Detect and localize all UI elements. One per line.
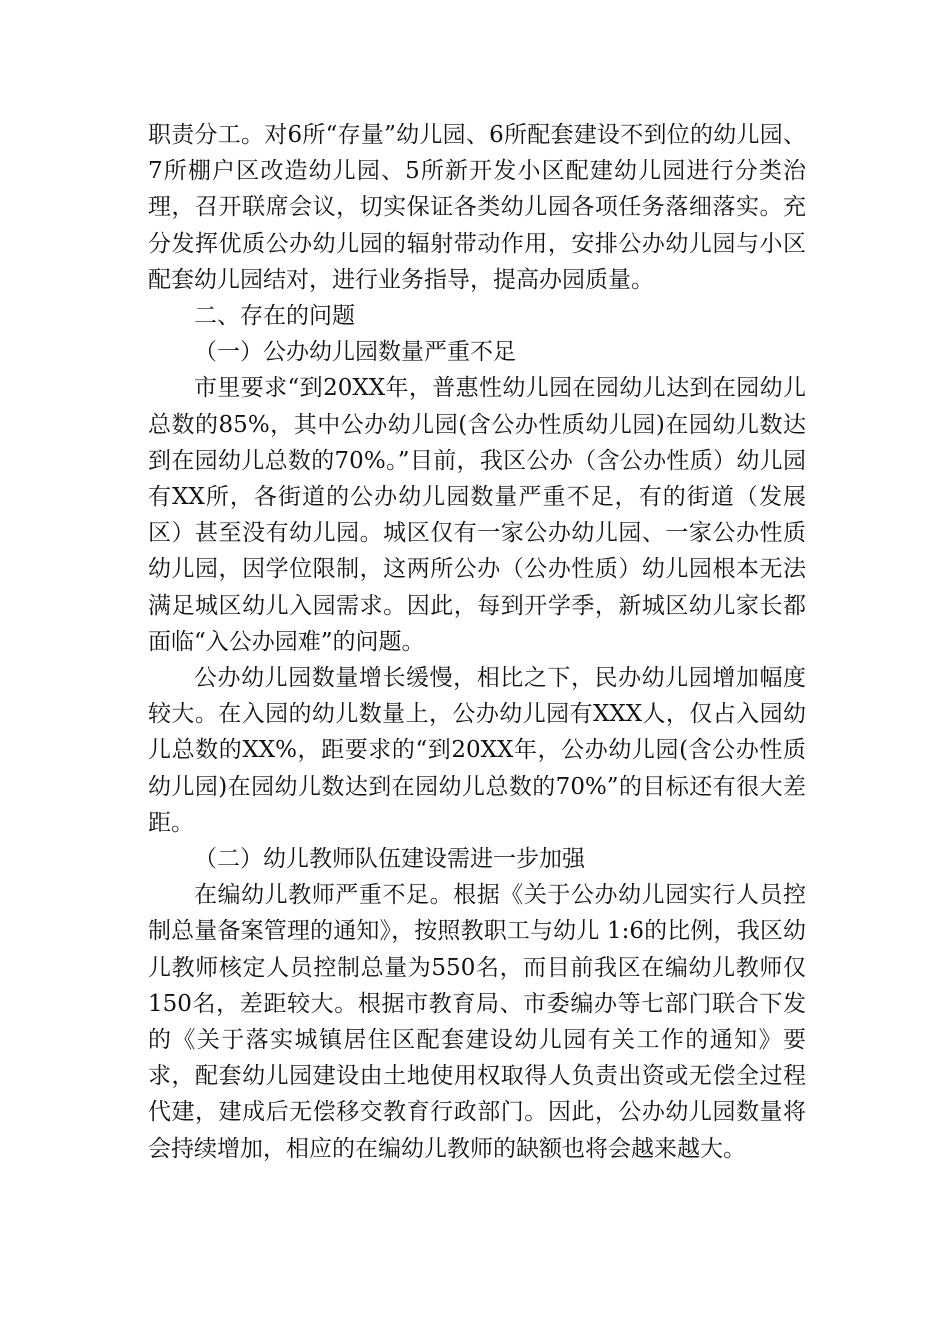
subheading-public-kindergarten-shortage: （一）公办幼儿园数量严重不足 bbox=[194, 339, 516, 366]
document-body bbox=[148, 117, 806, 1167]
section-heading-problems: 二、存在的问题 bbox=[194, 303, 355, 330]
paragraph-continuation: 职责分工。对6所“存量”幼儿园、6所配套建设不到位的幼儿园、7所棚户区改造幼儿园、5所新开发小区配建幼儿园进行分类治理，召开联席会议，切实保证各类幼儿园各项任务落细落实。充分发挥优质公办幼儿园的辐射带动作用，安排公办幼儿园与小区配套幼儿园结对，进行业务指导，提高办园质量。 bbox=[148, 122, 806, 293]
paragraph-slow-growth: 公办幼儿园数量增长缓慢，相比之下，民办幼儿园增加幅度较大。在入园的幼儿数量上，公办幼儿园有XXX人，仅占入园幼儿总数的XX%，距要求的“到20XX年，公办幼儿园(含公办性质幼儿园)在园幼儿数达到在园幼儿总数的70%”的目标还有很大差距。 bbox=[148, 665, 806, 836]
paragraph-city-requirement: 市里要求“到20XX年，普惠性幼儿园在园幼儿达到在园幼儿总数的85%，其中公办幼儿园(含公办性质幼儿园)在园幼儿数达到在园幼儿总数的70%。”目前，我区公办（含公办性质）幼儿园有XX所，各街道的公办幼儿园数量严重不足，有的街道（发展区）甚至没有幼儿园。城区仅有一家公办幼儿园、一家公办性质幼儿园，因学位限制，这两所公办（公办性质）幼儿园根本无法满足城区幼儿入园需求。因此，每到开学季，新城区幼儿家长都面临“入公办园难”的问题。 bbox=[148, 375, 806, 655]
subheading-teacher-team: （二）幼儿教师队伍建设需进一步加强 bbox=[194, 846, 585, 873]
paragraph-teacher-shortage: 在编幼儿教师严重不足。根据《关于公办幼儿园实行人员控制总量备案管理的通知》，按照教职工与幼儿 1:6的比例，我区幼儿教师核定人员控制总量为550名，而目前我区在编幼儿教师仅150名，差距较大。根据市教育局、市委编办等七部门联合下发的《关于落实城镇居住区配套建设幼儿园有关工作的通知》要求，配套幼儿园建设由土地使用权取得人负责出资或无偿全过程代建，建成后无偿移交教育行政部门。因此，公办幼儿园数量将会持续增加，相应的在编幼儿教师的缺额也将会越来越大。 bbox=[148, 882, 806, 1162]
